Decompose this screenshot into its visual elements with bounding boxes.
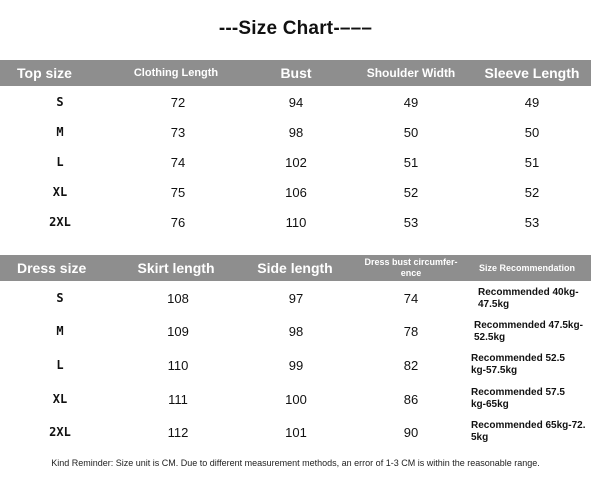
recommendation-line-2: 5kg xyxy=(471,432,489,443)
recommendation-cell xyxy=(471,420,589,444)
header-top-size: Top size xyxy=(17,65,72,81)
recommendation-line-2: 52.5kg xyxy=(474,332,506,343)
sleeve-length-cell: 51 xyxy=(524,154,540,170)
sleeve-length-cell: 49 xyxy=(524,94,540,110)
table-row xyxy=(0,147,591,177)
dress-bust-cell: 82 xyxy=(403,357,419,373)
kind-reminder-note: Kind Reminder: Size unit is CM. Due to different measurement methods, an error of 1-3 CM is within the reasonable range. xyxy=(51,458,540,468)
side-length-cell: 100 xyxy=(285,391,307,407)
recommendation-cell xyxy=(471,387,581,411)
table-row xyxy=(0,177,591,207)
header-clothing-length: Clothing Length xyxy=(133,67,219,79)
table-row xyxy=(0,350,591,380)
header-bust-line-2: ence xyxy=(400,268,422,278)
size-cell: M xyxy=(56,324,64,338)
table-row xyxy=(0,316,591,346)
clothing-length-cell: 74 xyxy=(170,154,186,170)
shoulder-width-cell: 51 xyxy=(403,154,419,170)
header-bust: Bust xyxy=(280,65,312,81)
skirt-length-cell: 108 xyxy=(167,290,189,306)
table-row xyxy=(0,283,591,313)
table-row xyxy=(0,384,591,414)
sleeve-length-cell: 53 xyxy=(524,214,540,230)
table-row xyxy=(0,417,591,447)
bust-cell: 98 xyxy=(288,124,304,140)
side-length-cell: 97 xyxy=(288,290,304,306)
side-length-cell: 99 xyxy=(288,357,304,373)
header-size-recommendation: Size Recommendation xyxy=(478,263,576,273)
header-shoulder-width: Shoulder Width xyxy=(366,66,456,80)
clothing-length-cell: 72 xyxy=(170,94,186,110)
shoulder-width-cell: 49 xyxy=(403,94,419,110)
recommendation-line-1: Recommended 47.5kg- xyxy=(474,320,583,331)
dress-bust-cell: 90 xyxy=(403,424,419,440)
table-row xyxy=(0,207,591,237)
size-cell: 2XL xyxy=(49,215,71,229)
header-side-length: Side length xyxy=(257,260,333,276)
recommendation-line-2: 47.5kg xyxy=(478,299,510,310)
recommendation-line-1: Recommended 65kg-72. xyxy=(471,420,586,431)
size-cell: L xyxy=(56,358,64,372)
sleeve-length-cell: 52 xyxy=(524,184,540,200)
table-row xyxy=(0,87,591,117)
size-cell: M xyxy=(56,125,64,139)
size-cell: XL xyxy=(52,392,68,406)
header-bust-line-1: Dress bust circumfer- xyxy=(364,257,458,267)
top-size-table-header xyxy=(0,60,591,86)
recommendation-line-2: kg-57.5kg xyxy=(471,365,518,376)
dress-bust-cell: 86 xyxy=(403,391,419,407)
size-cell: 2XL xyxy=(49,425,71,439)
size-cell: XL xyxy=(52,185,68,199)
recommendation-line-2: kg-65kg xyxy=(471,399,509,410)
skirt-length-cell: 110 xyxy=(167,357,189,373)
shoulder-width-cell: 50 xyxy=(403,124,419,140)
side-length-cell: 98 xyxy=(288,323,304,339)
recommendation-cell xyxy=(471,353,581,377)
dress-bust-cell: 74 xyxy=(403,290,419,306)
sleeve-length-cell: 50 xyxy=(524,124,540,140)
size-cell: L xyxy=(56,155,64,169)
dress-size-table-header xyxy=(0,255,591,281)
bust-cell: 106 xyxy=(285,184,307,200)
skirt-length-cell: 112 xyxy=(167,424,189,440)
clothing-length-cell: 75 xyxy=(170,184,186,200)
skirt-length-cell: 109 xyxy=(167,323,189,339)
shoulder-width-cell: 52 xyxy=(403,184,419,200)
bust-cell: 94 xyxy=(288,94,304,110)
recommendation-cell xyxy=(478,287,588,311)
header-sleeve-length: Sleeve Length xyxy=(484,65,580,81)
header-dress-bust-circumference xyxy=(357,255,465,281)
recommendation-cell xyxy=(474,320,590,344)
header-skirt-length: Skirt length xyxy=(137,260,215,276)
bust-cell: 110 xyxy=(285,214,307,230)
size-cell: S xyxy=(56,95,64,109)
side-length-cell: 101 xyxy=(285,424,307,440)
bust-cell: 102 xyxy=(285,154,307,170)
table-row xyxy=(0,117,591,147)
clothing-length-cell: 73 xyxy=(170,124,186,140)
recommendation-line-1: Recommended 57.5 xyxy=(471,387,565,398)
recommendation-line-1: Recommended 40kg- xyxy=(478,287,579,298)
dress-bust-cell: 78 xyxy=(403,323,419,339)
clothing-length-cell: 76 xyxy=(170,214,186,230)
page-title: ---Size Chart-––– xyxy=(218,18,373,39)
size-cell: S xyxy=(56,291,64,305)
skirt-length-cell: 111 xyxy=(168,391,188,407)
header-dress-size: Dress size xyxy=(17,260,87,276)
recommendation-line-1: Recommended 52.5 xyxy=(471,353,565,364)
shoulder-width-cell: 53 xyxy=(403,214,419,230)
